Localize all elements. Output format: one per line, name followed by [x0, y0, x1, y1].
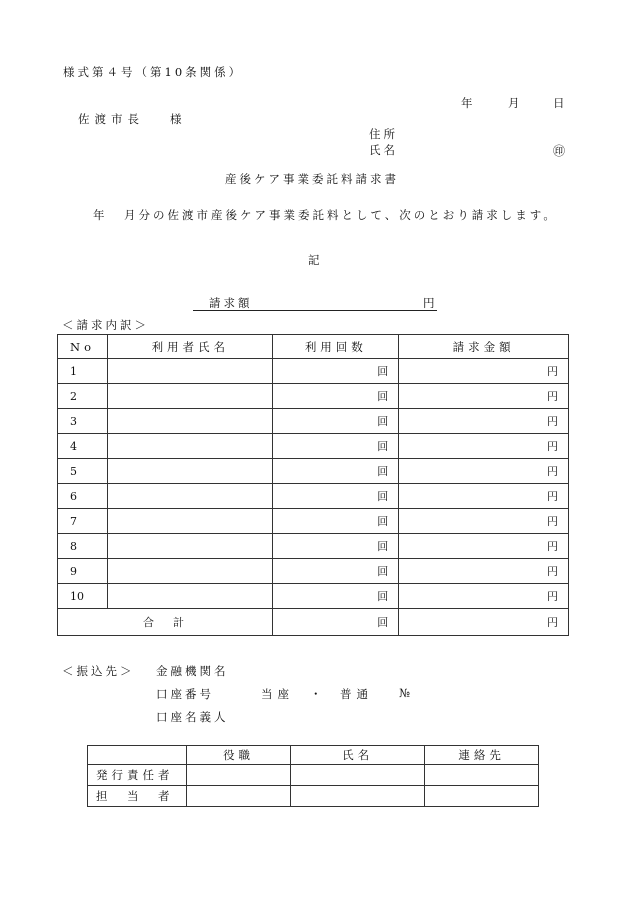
- total-row: [58, 609, 569, 636]
- form-number: 様式第４号（第10条関係）: [63, 65, 244, 79]
- account-type-savings[interactable]: 普通: [340, 687, 373, 701]
- table-row: [58, 509, 569, 534]
- table-row: [58, 384, 569, 409]
- usage-count-field[interactable]: 回: [273, 359, 399, 384]
- table-row: [58, 359, 569, 384]
- claim-amount-underline: [193, 310, 437, 311]
- claim-amount-field[interactable]: 円: [399, 459, 569, 484]
- contact-person-name-field[interactable]: [291, 786, 425, 807]
- claim-amount-field[interactable]: 円: [399, 584, 569, 609]
- issuer-contact-field[interactable]: [425, 765, 539, 786]
- table-row: [58, 584, 569, 609]
- responsible-table-header: [88, 746, 539, 765]
- total-label: 合 計: [58, 609, 273, 636]
- user-name-field[interactable]: [108, 459, 273, 484]
- usage-count-field[interactable]: 回: [273, 509, 399, 534]
- claim-amount-field[interactable]: 円: [399, 384, 569, 409]
- usage-count-field[interactable]: 回: [273, 384, 399, 409]
- table-row: [58, 534, 569, 559]
- usage-count-field[interactable]: 回: [273, 409, 399, 434]
- addressee-honorific: 様: [170, 112, 182, 126]
- bank-name-label: 金融機関名: [156, 664, 229, 678]
- row-no: 2: [58, 384, 108, 409]
- table-row: [58, 459, 569, 484]
- seal-icon: ㊞: [553, 144, 566, 158]
- row-no: 7: [58, 509, 108, 534]
- contact-person-position-field[interactable]: [187, 786, 291, 807]
- issuer-label: 発行責任者: [88, 765, 187, 786]
- account-number-label: 口座番号: [156, 687, 214, 701]
- responsible-table: [87, 745, 539, 807]
- claim-amount-label: 請求額: [209, 296, 253, 310]
- user-name-field[interactable]: [108, 484, 273, 509]
- header-claim-amount: 請求金額: [399, 335, 569, 359]
- account-holder-label: 口座名義人: [156, 710, 229, 724]
- transfer-label: ＜振込先＞: [62, 664, 135, 678]
- issuer-name-field[interactable]: [291, 765, 425, 786]
- header-no: No: [58, 335, 108, 359]
- name-label: 氏名: [369, 143, 398, 157]
- address-label: 住所: [369, 127, 398, 141]
- user-name-field[interactable]: [108, 584, 273, 609]
- ki-marker: 記: [308, 253, 320, 267]
- row-no: 6: [58, 484, 108, 509]
- user-name-field[interactable]: [108, 359, 273, 384]
- account-type-current[interactable]: 当座: [261, 687, 294, 701]
- header-position: 役職: [187, 746, 291, 765]
- body-text: 月分の佐渡市産後ケア事業委託料として、次のとおり請求します。: [124, 208, 558, 222]
- total-amount-field[interactable]: 円: [399, 609, 569, 636]
- account-type-separator: ・: [310, 687, 322, 701]
- user-name-field[interactable]: [108, 534, 273, 559]
- table-row: [88, 786, 539, 807]
- total-count-field[interactable]: 回: [273, 609, 399, 636]
- date-month: 月: [508, 96, 520, 110]
- claim-table: [57, 334, 569, 636]
- table-row: [58, 409, 569, 434]
- usage-count-field[interactable]: 回: [273, 434, 399, 459]
- user-name-field[interactable]: [108, 384, 273, 409]
- document-title: 産後ケア事業委託料請求書: [225, 172, 399, 186]
- usage-count-field[interactable]: 回: [273, 459, 399, 484]
- user-name-field[interactable]: [108, 434, 273, 459]
- table-row: [58, 434, 569, 459]
- row-no: 10: [58, 584, 108, 609]
- row-no: 8: [58, 534, 108, 559]
- row-no: 1: [58, 359, 108, 384]
- claim-amount-field[interactable]: 円: [399, 434, 569, 459]
- table-row: [58, 484, 569, 509]
- claim-amount-field[interactable]: 円: [399, 534, 569, 559]
- number-mark: №: [399, 686, 410, 700]
- row-no: 3: [58, 409, 108, 434]
- contact-person-label: 担 当 者: [88, 786, 187, 807]
- header-user-name: 利用者氏名: [108, 335, 273, 359]
- body-year: 年: [93, 208, 105, 222]
- issuer-position-field[interactable]: [187, 765, 291, 786]
- header-blank: [88, 746, 187, 765]
- user-name-field[interactable]: [108, 509, 273, 534]
- contact-person-contact-field[interactable]: [425, 786, 539, 807]
- claim-amount-field[interactable]: 円: [399, 559, 569, 584]
- row-no: 5: [58, 459, 108, 484]
- table-row: [58, 559, 569, 584]
- date-year: 年: [461, 96, 473, 110]
- usage-count-field[interactable]: 回: [273, 584, 399, 609]
- user-name-field[interactable]: [108, 409, 273, 434]
- row-no: 4: [58, 434, 108, 459]
- claim-amount-field[interactable]: 円: [399, 509, 569, 534]
- usage-count-field[interactable]: 回: [273, 559, 399, 584]
- user-name-field[interactable]: [108, 559, 273, 584]
- header-contact: 連絡先: [425, 746, 539, 765]
- breakdown-label: ＜請求内訳＞: [62, 318, 149, 332]
- date-day: 日: [553, 96, 565, 110]
- addressee-name: 佐渡市長: [78, 112, 144, 126]
- claim-table-header: [58, 335, 569, 359]
- usage-count-field[interactable]: 回: [273, 484, 399, 509]
- claim-amount-unit: 円: [423, 296, 435, 310]
- claim-amount-field[interactable]: 円: [399, 484, 569, 509]
- usage-count-field[interactable]: 回: [273, 534, 399, 559]
- table-row: [88, 765, 539, 786]
- claim-amount-field[interactable]: 円: [399, 359, 569, 384]
- row-no: 9: [58, 559, 108, 584]
- header-usage-count: 利用回数: [273, 335, 399, 359]
- claim-amount-field[interactable]: 円: [399, 409, 569, 434]
- header-person-name: 氏名: [291, 746, 425, 765]
